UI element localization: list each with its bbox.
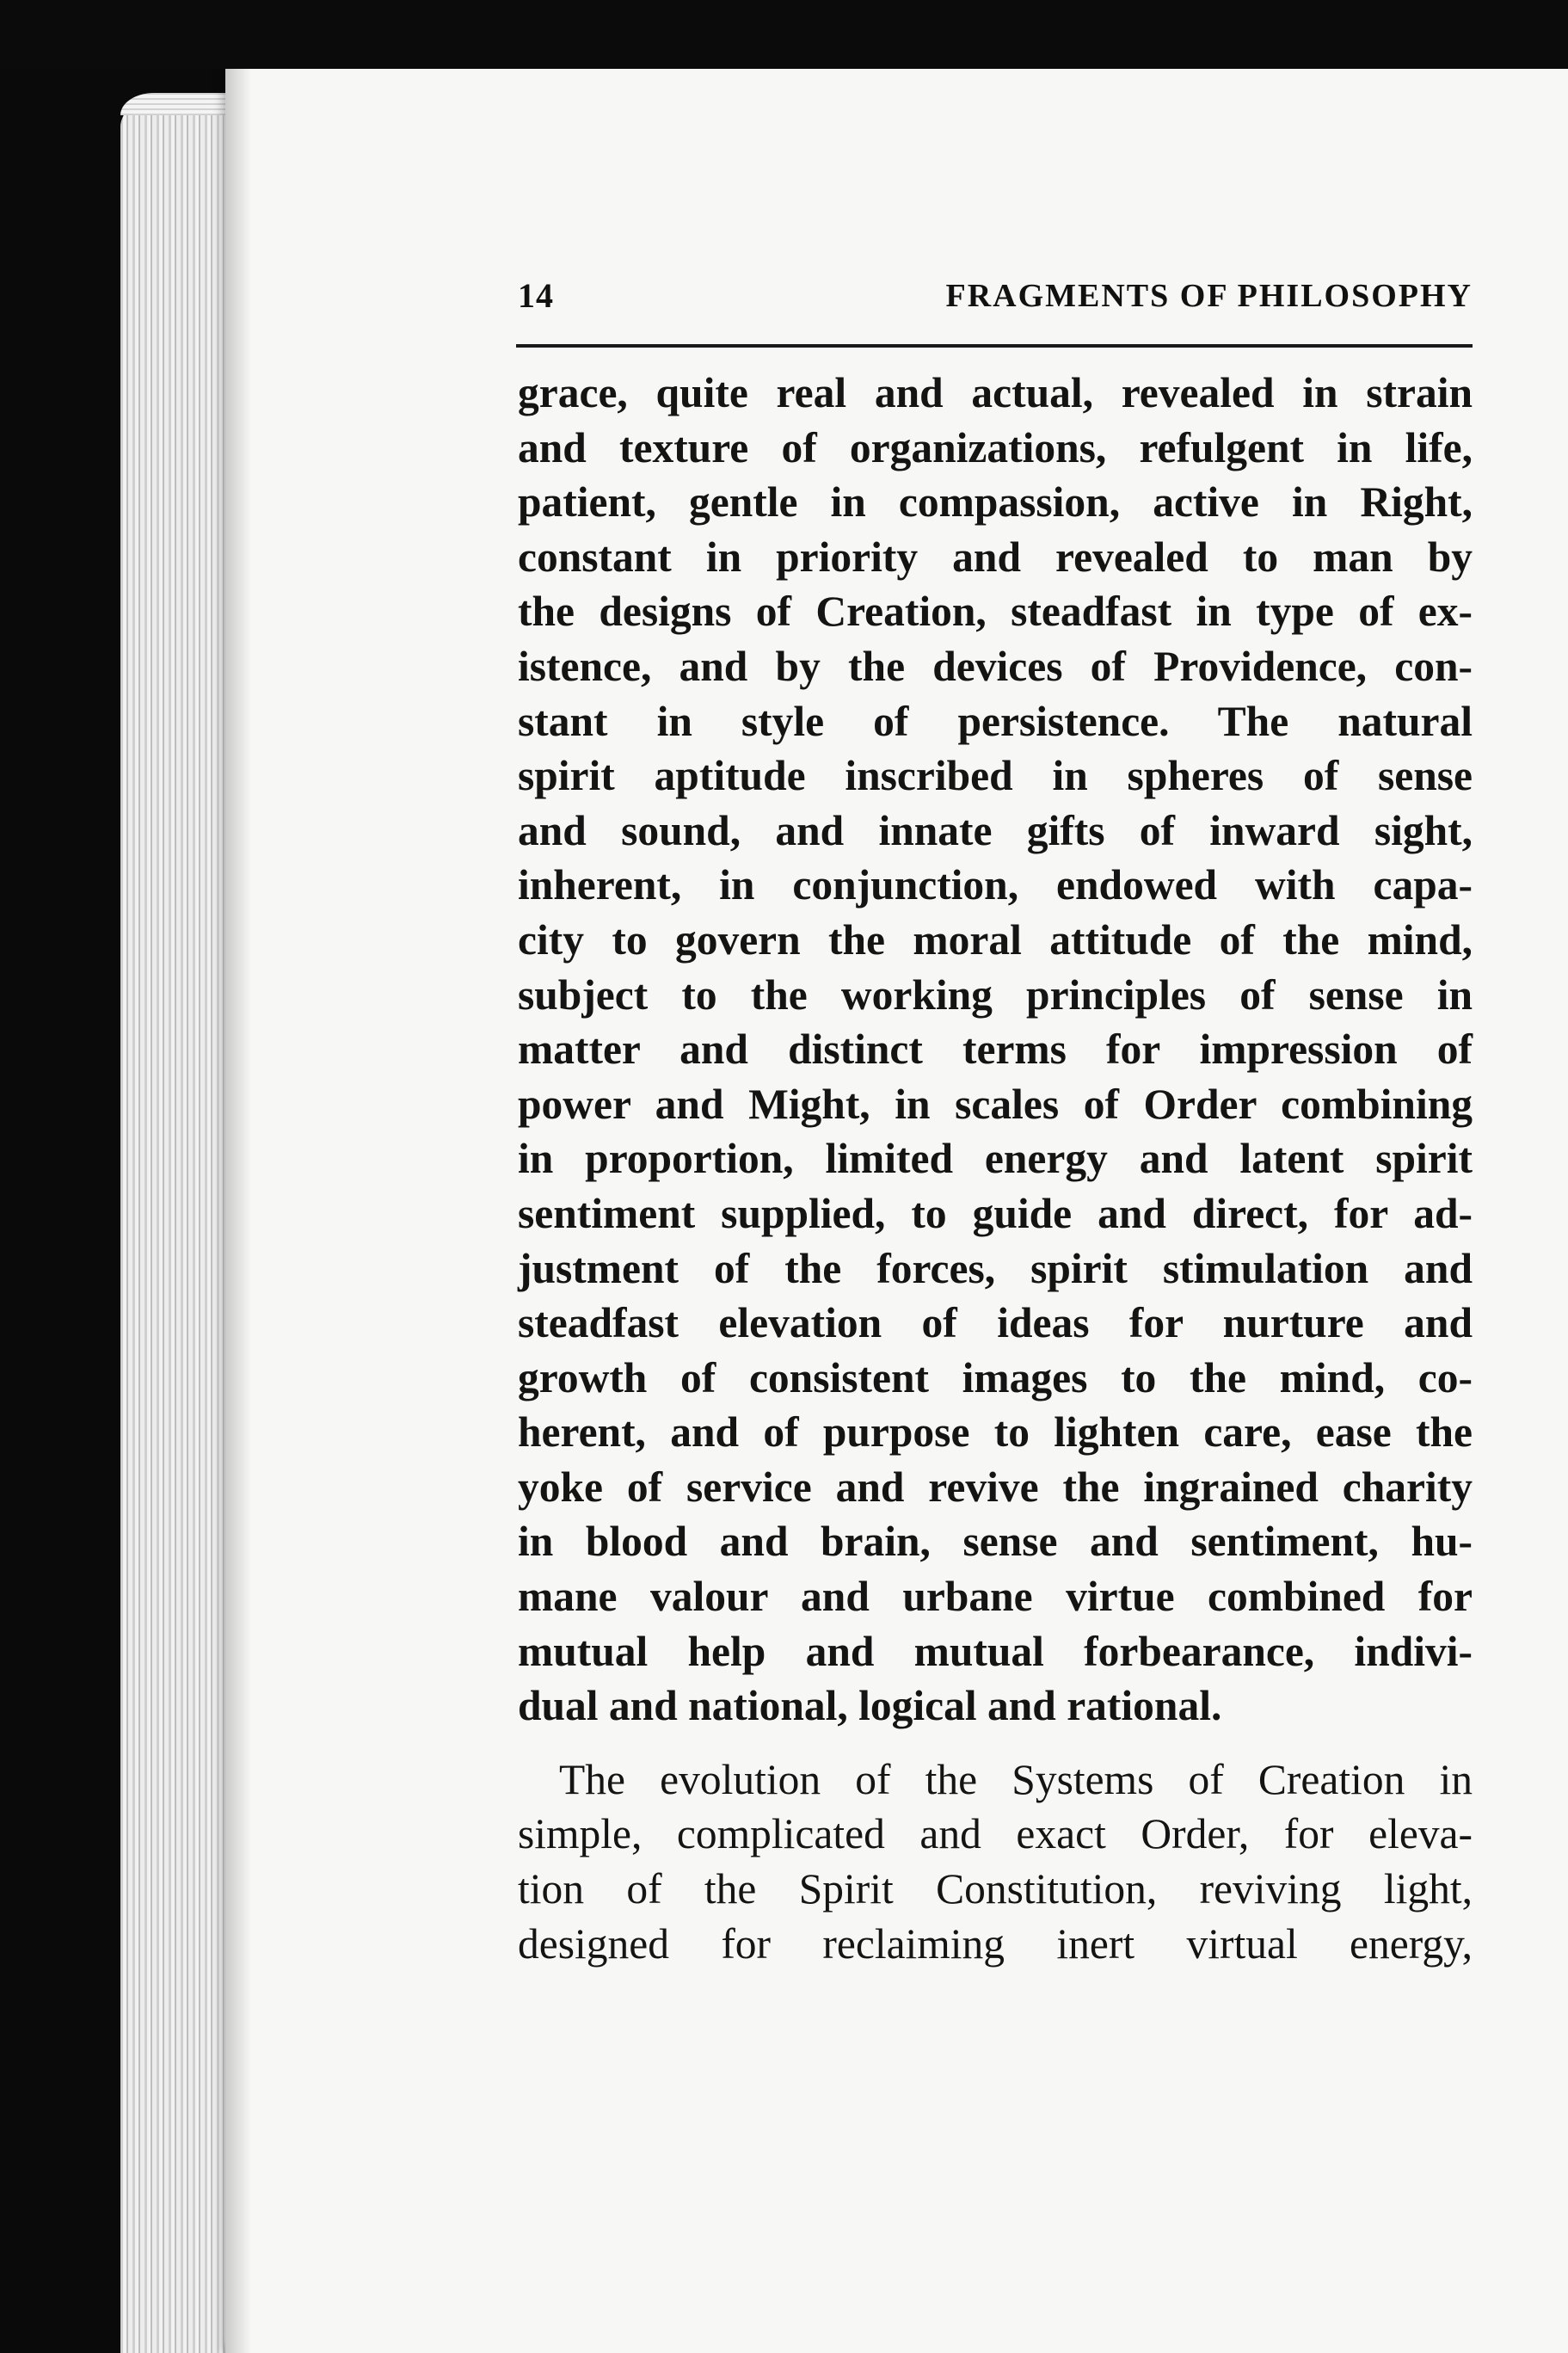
text-line: matter and distinct terms for impression of: [518, 1026, 1473, 1074]
header-rule: [516, 344, 1473, 348]
text-line: spirit aptitude inscribed in spheres of sense: [518, 752, 1473, 800]
text-line: constant in priority and revealed to man by: [518, 533, 1473, 581]
top-margin-dark: [0, 0, 1568, 69]
text-line: yoke of service and revive the ingrained charity: [518, 1463, 1473, 1511]
text-line: grace, quite real and actual, revealed in strain: [518, 369, 1473, 416]
text-line: The evolution of the Systems of Creation in: [559, 1755, 1473, 1803]
text-line: simple, complicated and exact Order, for eleva-: [518, 1810, 1473, 1858]
running-header: [518, 275, 1473, 327]
paragraph-2: [518, 1752, 1473, 1971]
page-number: 14: [518, 276, 554, 315]
text-line: subject to the working principles of sense in: [518, 970, 1473, 1019]
paragraph-1: [518, 366, 1473, 1734]
text-line: city to govern the moral attitude of the mind,: [518, 915, 1473, 964]
text-line: mutual help and mutual forbearance, indivi-: [518, 1627, 1473, 1675]
text-line: designed for reclaiming inert virtual energy,: [518, 1919, 1473, 1968]
text-line: growth of consistent images to the mind, co-: [518, 1353, 1473, 1401]
text-line: patient, gentle in compassion, active in Right,: [518, 478, 1473, 527]
text-line: stant in style of persistence. The natural: [518, 697, 1473, 745]
text-line: sentiment supplied, to guide and direct, for ad-: [518, 1189, 1473, 1237]
text-line: justment of the forces, spirit stimulation and: [518, 1244, 1473, 1292]
text-line: mane valour and urbane virtue combined for: [518, 1573, 1473, 1621]
text-line: steadfast elevation of ideas for nurture and: [518, 1299, 1473, 1347]
text-line: dual and national, logical and rational.: [518, 1682, 1222, 1730]
text-line: and sound, and innate gifts of inward sight,: [518, 806, 1473, 854]
text-line: in proportion, limited energy and latent spirit: [518, 1135, 1473, 1183]
running-title: FRAGMENTS OF PHILOSOPHY: [945, 278, 1473, 314]
text-line: in blood and brain, sense and sentiment, hu-: [518, 1518, 1473, 1566]
gutter-shadow: [225, 67, 251, 2353]
text-line: istence, and by the devices of Providence, con-: [518, 642, 1473, 690]
text-line: and texture of organizations, refulgent in life,: [518, 423, 1473, 471]
text-line: the designs of Creation, steadfast in type of ex-: [518, 588, 1473, 636]
body-text: [518, 366, 1473, 1971]
text-line: herent, and of purpose to lighten care, ease the: [518, 1408, 1473, 1457]
text-line: tion of the Spirit Constitution, reviving light,: [518, 1865, 1473, 1913]
text-line: inherent, in conjunction, endowed with capa-: [518, 861, 1473, 909]
text-line: power and Might, in scales of Order combining: [518, 1080, 1473, 1128]
